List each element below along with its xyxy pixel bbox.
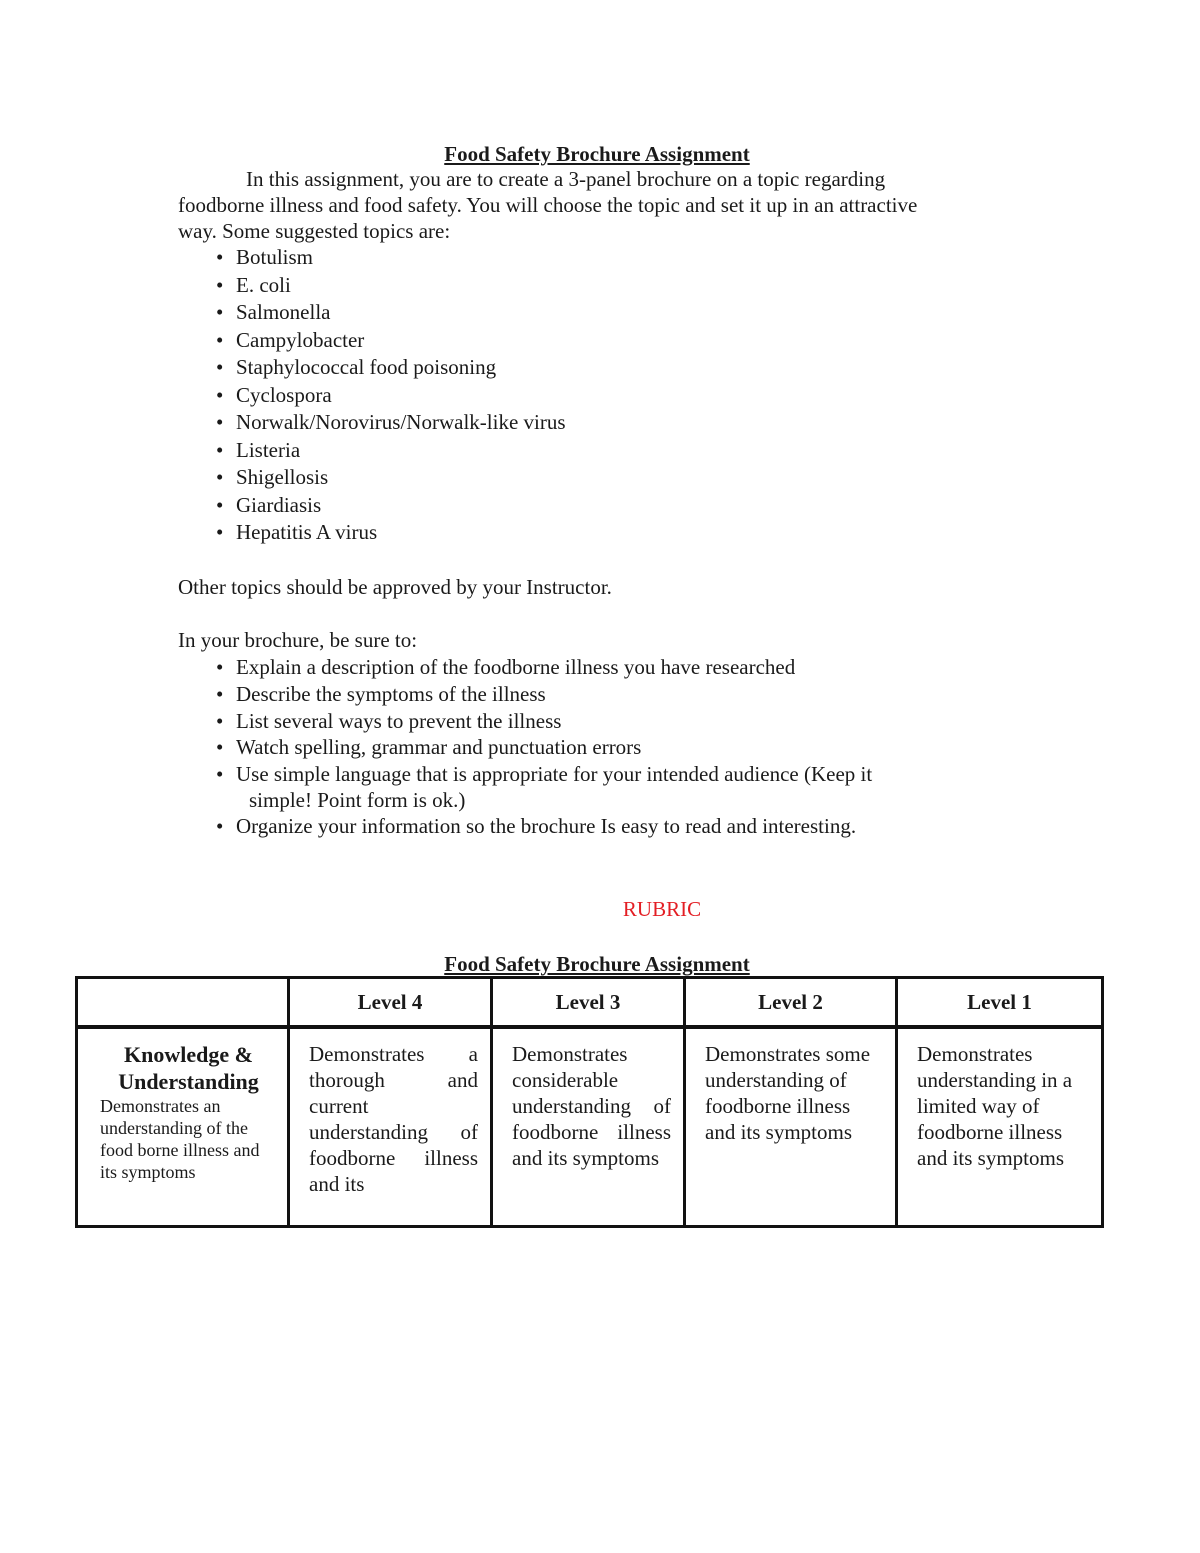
rubric-table [75, 976, 1104, 1228]
rubric-level-2-cell [685, 1027, 897, 1227]
list-item [0, 761, 956, 813]
list-item: • Cyclospora [0, 382, 566, 410]
rubric-title: Food Safety Brochure Assignment [444, 952, 750, 976]
list-item: • Shigellosis [0, 464, 566, 492]
rubric-header-row [77, 978, 1103, 1028]
level-1-description: Demonstrates understanding in a limited way of foodborne illness and its symptoms [917, 1042, 1073, 1170]
rubric-header-cell [77, 978, 289, 1028]
rubric-level-1-cell [897, 1027, 1103, 1227]
list-item-line: simple! Point form is ok.) [249, 788, 466, 813]
intro-line: In this assignment, you are to create a 3-panel brochure on a topic regarding [246, 167, 886, 191]
rubric-level-4-cell [289, 1027, 492, 1227]
level-2-description: Demonstrates some understanding of foodborne illness and its symptoms [705, 1042, 871, 1144]
other-topics-note: Other topics should be approved by your Instructor. [178, 575, 612, 599]
criterion-name: Understanding [118, 1069, 259, 1094]
intro-paragraph [178, 166, 1028, 244]
criterion-description: Demonstrates an understanding of the food borne illness and its symptoms [100, 1096, 260, 1182]
document-title: Food Safety Brochure Assignment [444, 142, 750, 166]
list-item: • Organize your information so the brochure Is easy to read and interesting. [0, 813, 956, 840]
list-item: • Describe the symptoms of the illness [0, 681, 956, 708]
list-item: • Staphylococcal food poisoning [0, 354, 566, 382]
rubric-header-cell: Level 4 [289, 978, 492, 1028]
list-item: • Hepatitis A virus [0, 519, 566, 547]
list-item: • Listeria [0, 437, 566, 465]
rubric-header-cell: Level 1 [897, 978, 1103, 1028]
level-4-description: Demonstrates a thorough and current understanding of foodborne illness and its [309, 1042, 478, 1196]
list-item: • List several ways to prevent the illness [0, 708, 956, 735]
rubric-criterion-cell [77, 1027, 289, 1227]
intro-line: way. Some suggested topics are: [178, 219, 451, 243]
rubric-level-3-cell [492, 1027, 685, 1227]
brochure-requirements-intro: In your brochure, be sure to: [178, 628, 418, 652]
intro-line: foodborne illness and food safety. You will choose the topic and set it up in an attractive [178, 193, 918, 217]
list-item: • Norwalk/Norovirus/Norwalk-like virus [0, 409, 566, 437]
list-item-line: • Use simple language that is appropriate for your intended audience (Keep it [236, 762, 873, 787]
criterion-name: Knowledge & [124, 1042, 253, 1067]
rubric-header-cell: Level 2 [685, 978, 897, 1028]
list-item: • Campylobacter [0, 327, 566, 355]
level-3-description: Demonstrates considerable understanding of foodborne illness and its symptoms [512, 1042, 671, 1170]
table-row [77, 1027, 1103, 1227]
list-item: • Watch spelling, grammar and punctuation errors [0, 734, 956, 761]
list-item: • E. coli [0, 272, 566, 300]
suggested-topics-list [0, 244, 566, 547]
rubric-heading: RUBRIC [622, 897, 702, 921]
list-item: • Explain a description of the foodborne illness you have researched [0, 654, 956, 681]
list-item: • Salmonella [0, 299, 566, 327]
brochure-requirements-list [0, 654, 956, 840]
rubric-header-cell: Level 3 [492, 978, 685, 1028]
list-item: • Botulism [0, 244, 566, 272]
list-item: • Giardiasis [0, 492, 566, 520]
